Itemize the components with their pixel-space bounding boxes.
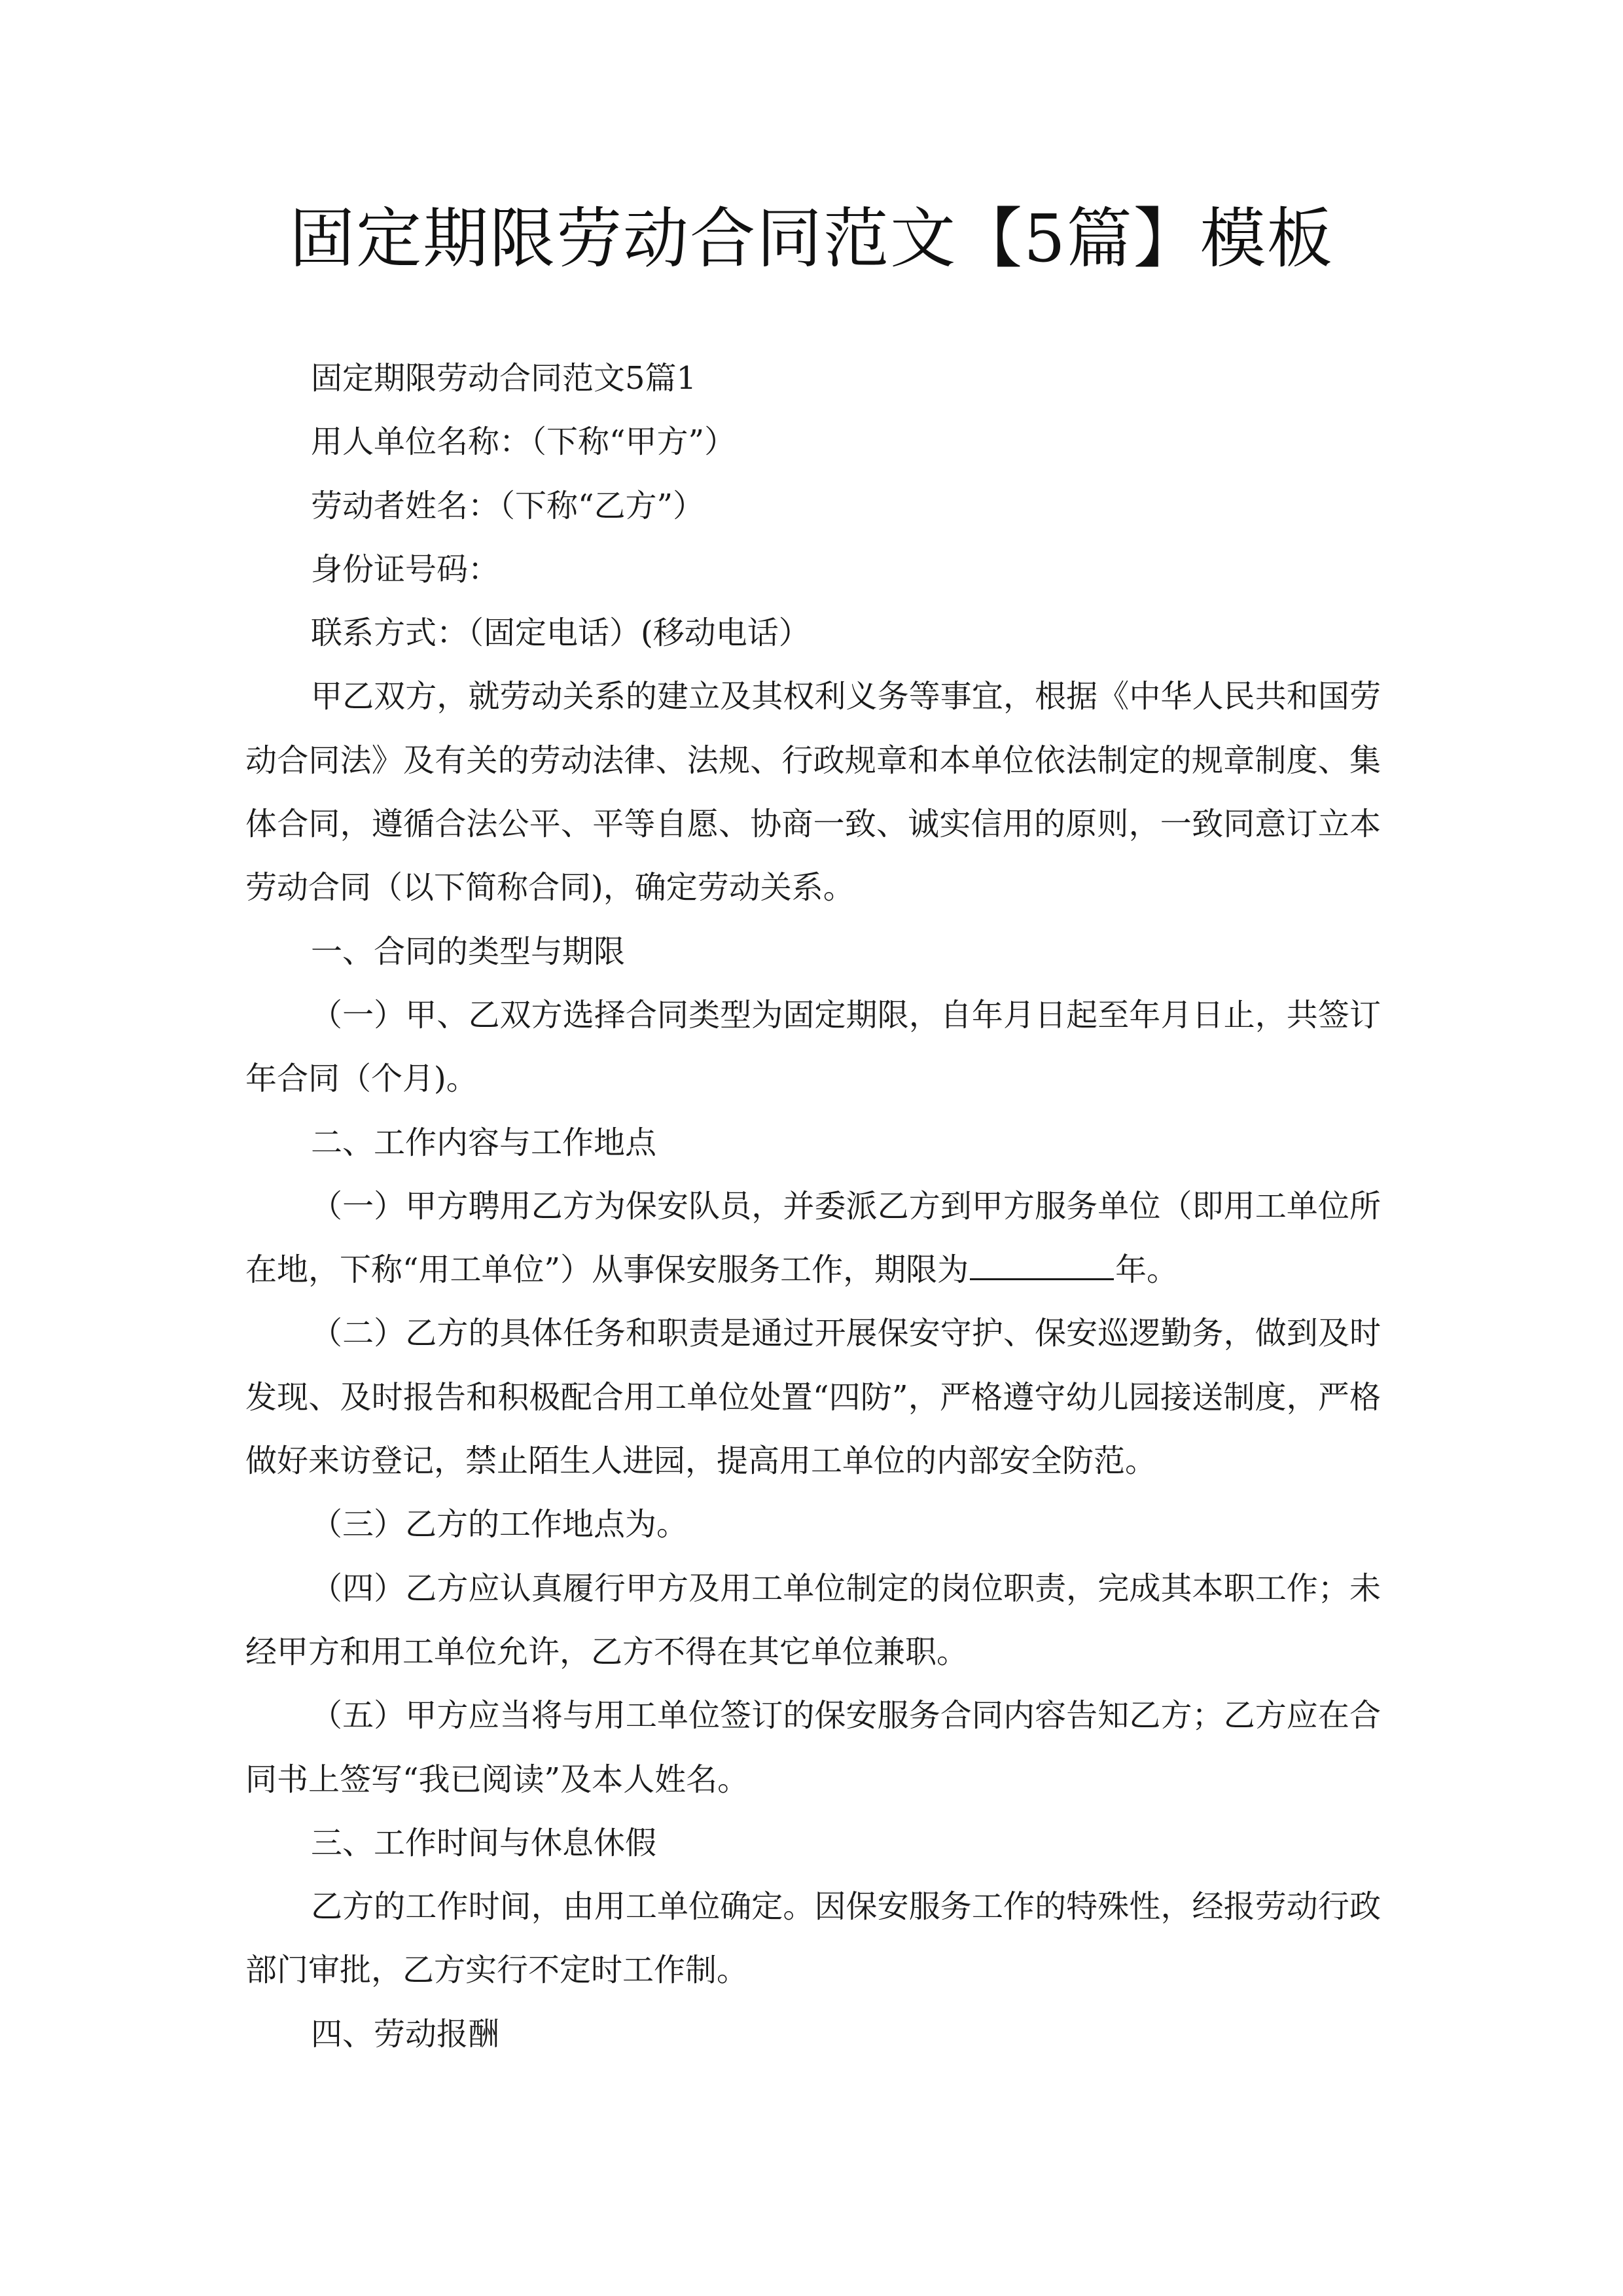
contract-subtitle: 固定期限劳动合同范文5篇1 <box>311 360 697 397</box>
contact-line: 联系方式：（固定电话）(移动电话） <box>311 615 810 652</box>
section-1-heading: 一、合同的类型与期限 <box>311 933 626 970</box>
employee-name-line: 劳动者姓名：（下称“乙方”） <box>311 487 705 524</box>
section-2-item-1-suffix: 年。 <box>1115 1251 1179 1289</box>
section-3-heading: 三、工作时间与休息休假 <box>311 1824 657 1861</box>
section-2-item-3: （三）乙方的工作地点为。 <box>311 1506 688 1543</box>
section-2-item-2: （二）乙方的具体任务和职责是通过开展保安守护、保安巡逻勤务，做到及时发现、及时报告和积极配合用工单位处置“四防”，严格遵守幼儿园接送制度，严格做好来访登记，禁止陌生人进园，提高用工单位的内部安全防范。 <box>245 1315 1381 1480</box>
document-body <box>245 347 1381 2066</box>
employer-name-line: 用人单位名称：（下称“甲方”） <box>311 423 736 461</box>
section-2-item-1 <box>245 1175 1381 1302</box>
section-2-item-1-text: （一）甲方聘用乙方为保安队员，并委派乙方到甲方服务单位（即用工单位所在地，下称“用工单位”）从事保安服务工作，期限为 <box>245 1187 1381 1289</box>
section-2-item-4: （四）乙方应认真履行甲方及用工单位制定的岗位职责，完成其本职工作；未经甲方和用工单位允许，乙方不得在其它单位兼职。 <box>245 1570 1381 1670</box>
term-blank-line <box>970 1252 1114 1280</box>
intro-paragraph: 甲乙双方，就劳动关系的建立及其权利义务等事宜，根据《中华人民共和国劳动合同法》及有关的劳动法律、法规、行政规章和本单位依法制定的规章制度、集体合同，遵循合法公平、平等自愿、协商一致、诚实信用的原则，一致同意订立本劳动合同（以下简称合同)，确定劳动关系。 <box>245 678 1381 906</box>
section-1-item-1: （一）甲、乙双方选择合同类型为固定期限，自年月日起至年月日止，共签订年合同（个月)。 <box>245 996 1381 1098</box>
section-4-heading: 四、劳动报酬 <box>311 2015 500 2053</box>
document-title: 固定期限劳动合同范文【5篇】模板 <box>289 200 1334 277</box>
id-number-line: 身份证号码： <box>311 550 500 588</box>
section-3-text: 乙方的工作时间，由用工单位确定。因保安服务工作的特殊性，经报劳动行政部门审批，乙方实行不定时工作制。 <box>245 1888 1381 1989</box>
section-2-item-5: （五）甲方应当将与用工单位签订的保安服务合同内容告知乙方；乙方应在合同书上签写“我已阅读”及本人姓名。 <box>245 1697 1381 1798</box>
section-2-heading: 二、工作内容与工作地点 <box>311 1124 657 1161</box>
